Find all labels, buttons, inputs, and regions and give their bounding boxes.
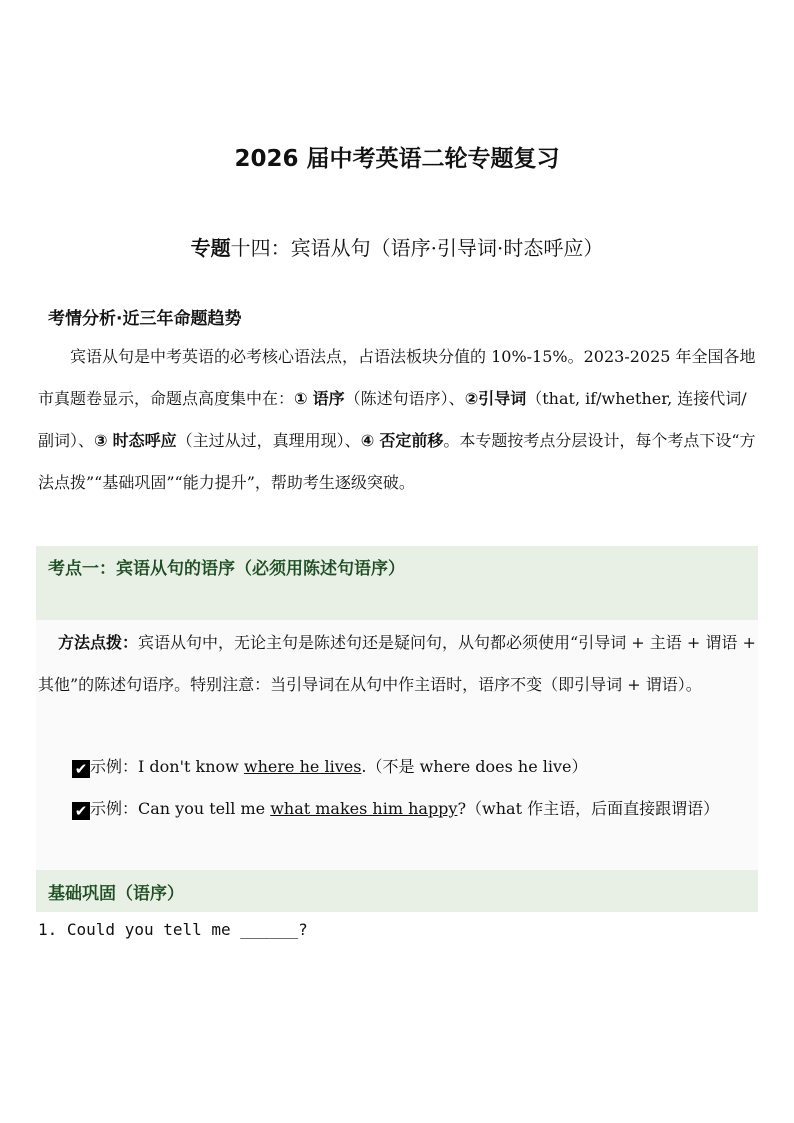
example-2 [36, 788, 758, 830]
key-point-3-num: ③ [94, 431, 108, 450]
method-box [36, 620, 758, 870]
example-2-underlined: what makes him happy [270, 799, 458, 818]
key-point-1: 语序 [312, 389, 345, 408]
key-point-3-note: （主过从过，真理用现）、 [176, 431, 361, 450]
method-paragraph [38, 622, 756, 706]
analysis-text-2: 。本专题按考点分层设计，每个考点下设“方法点拨”“基础巩固”“能力提升”，帮助考生逐级突破。 [38, 431, 756, 492]
key-point-1-num: ① [294, 389, 308, 408]
example-1-prefix: 示例：I don't know [90, 757, 244, 776]
example-1-suffix: .（不是 where does he live） [361, 757, 588, 776]
subtitle-bold: 专题 [190, 236, 231, 260]
question-1: 1. Could you tell me ______? [38, 920, 308, 939]
analysis-text-1: 宾语从句是中考英语的必考核心语法点，占语法板块分值的 10%-15%。2023-2025 年全国各地市真题卷显示，命题点高度集中在： [38, 347, 756, 408]
key-point-2: 引导词 [478, 389, 527, 408]
kaodian1-heading: 考点一：宾语从句的语序（必须用陈述句语序） [48, 559, 405, 579]
key-point-4: 否定前移 [379, 431, 444, 450]
key-point-4-num: ④ [360, 431, 375, 450]
analysis-heading: 考情分析·近三年命题趋势 [48, 309, 242, 329]
example-1-underlined: where he lives [243, 757, 362, 776]
topic-subtitle [0, 232, 794, 261]
checkmark-icon: ✔ [72, 802, 90, 820]
example-2-suffix: ?（what 作主语，后面直接跟谓语） [457, 799, 720, 818]
checkmark-icon: ✔ [72, 760, 90, 778]
document-title: 2026 届中考英语二轮专题复习 [234, 146, 560, 172]
key-point-2-num: ② [464, 389, 479, 408]
subtitle-rest: 十四：宾语从句（语序·引导词·时态呼应） [230, 236, 604, 260]
analysis-paragraph [38, 336, 760, 504]
basic-heading: 基础巩固（语序） [48, 884, 184, 904]
key-point-1-note: （陈述句语序）、 [344, 389, 465, 408]
kaodian1-banner [36, 546, 758, 620]
method-label: 方法点拨： [58, 633, 139, 652]
example-2-prefix: 示例：Can you tell me [90, 799, 271, 818]
basic-banner [36, 870, 758, 912]
method-text: 宾语从句中，无论主句是陈述句还是疑问句，从句都必须使用“引导词 + 主语 + 谓语 + 其他”的陈述句语序。特别注意：当引导词在从句中作主语时，语序不变（即引导词 + 谓语）。 [38, 633, 756, 694]
key-point-2-note: （that, if/whether, 连接代词/副词）、 [38, 389, 747, 450]
key-point-3: 时态呼应 [112, 431, 177, 450]
example-1 [36, 746, 758, 788]
